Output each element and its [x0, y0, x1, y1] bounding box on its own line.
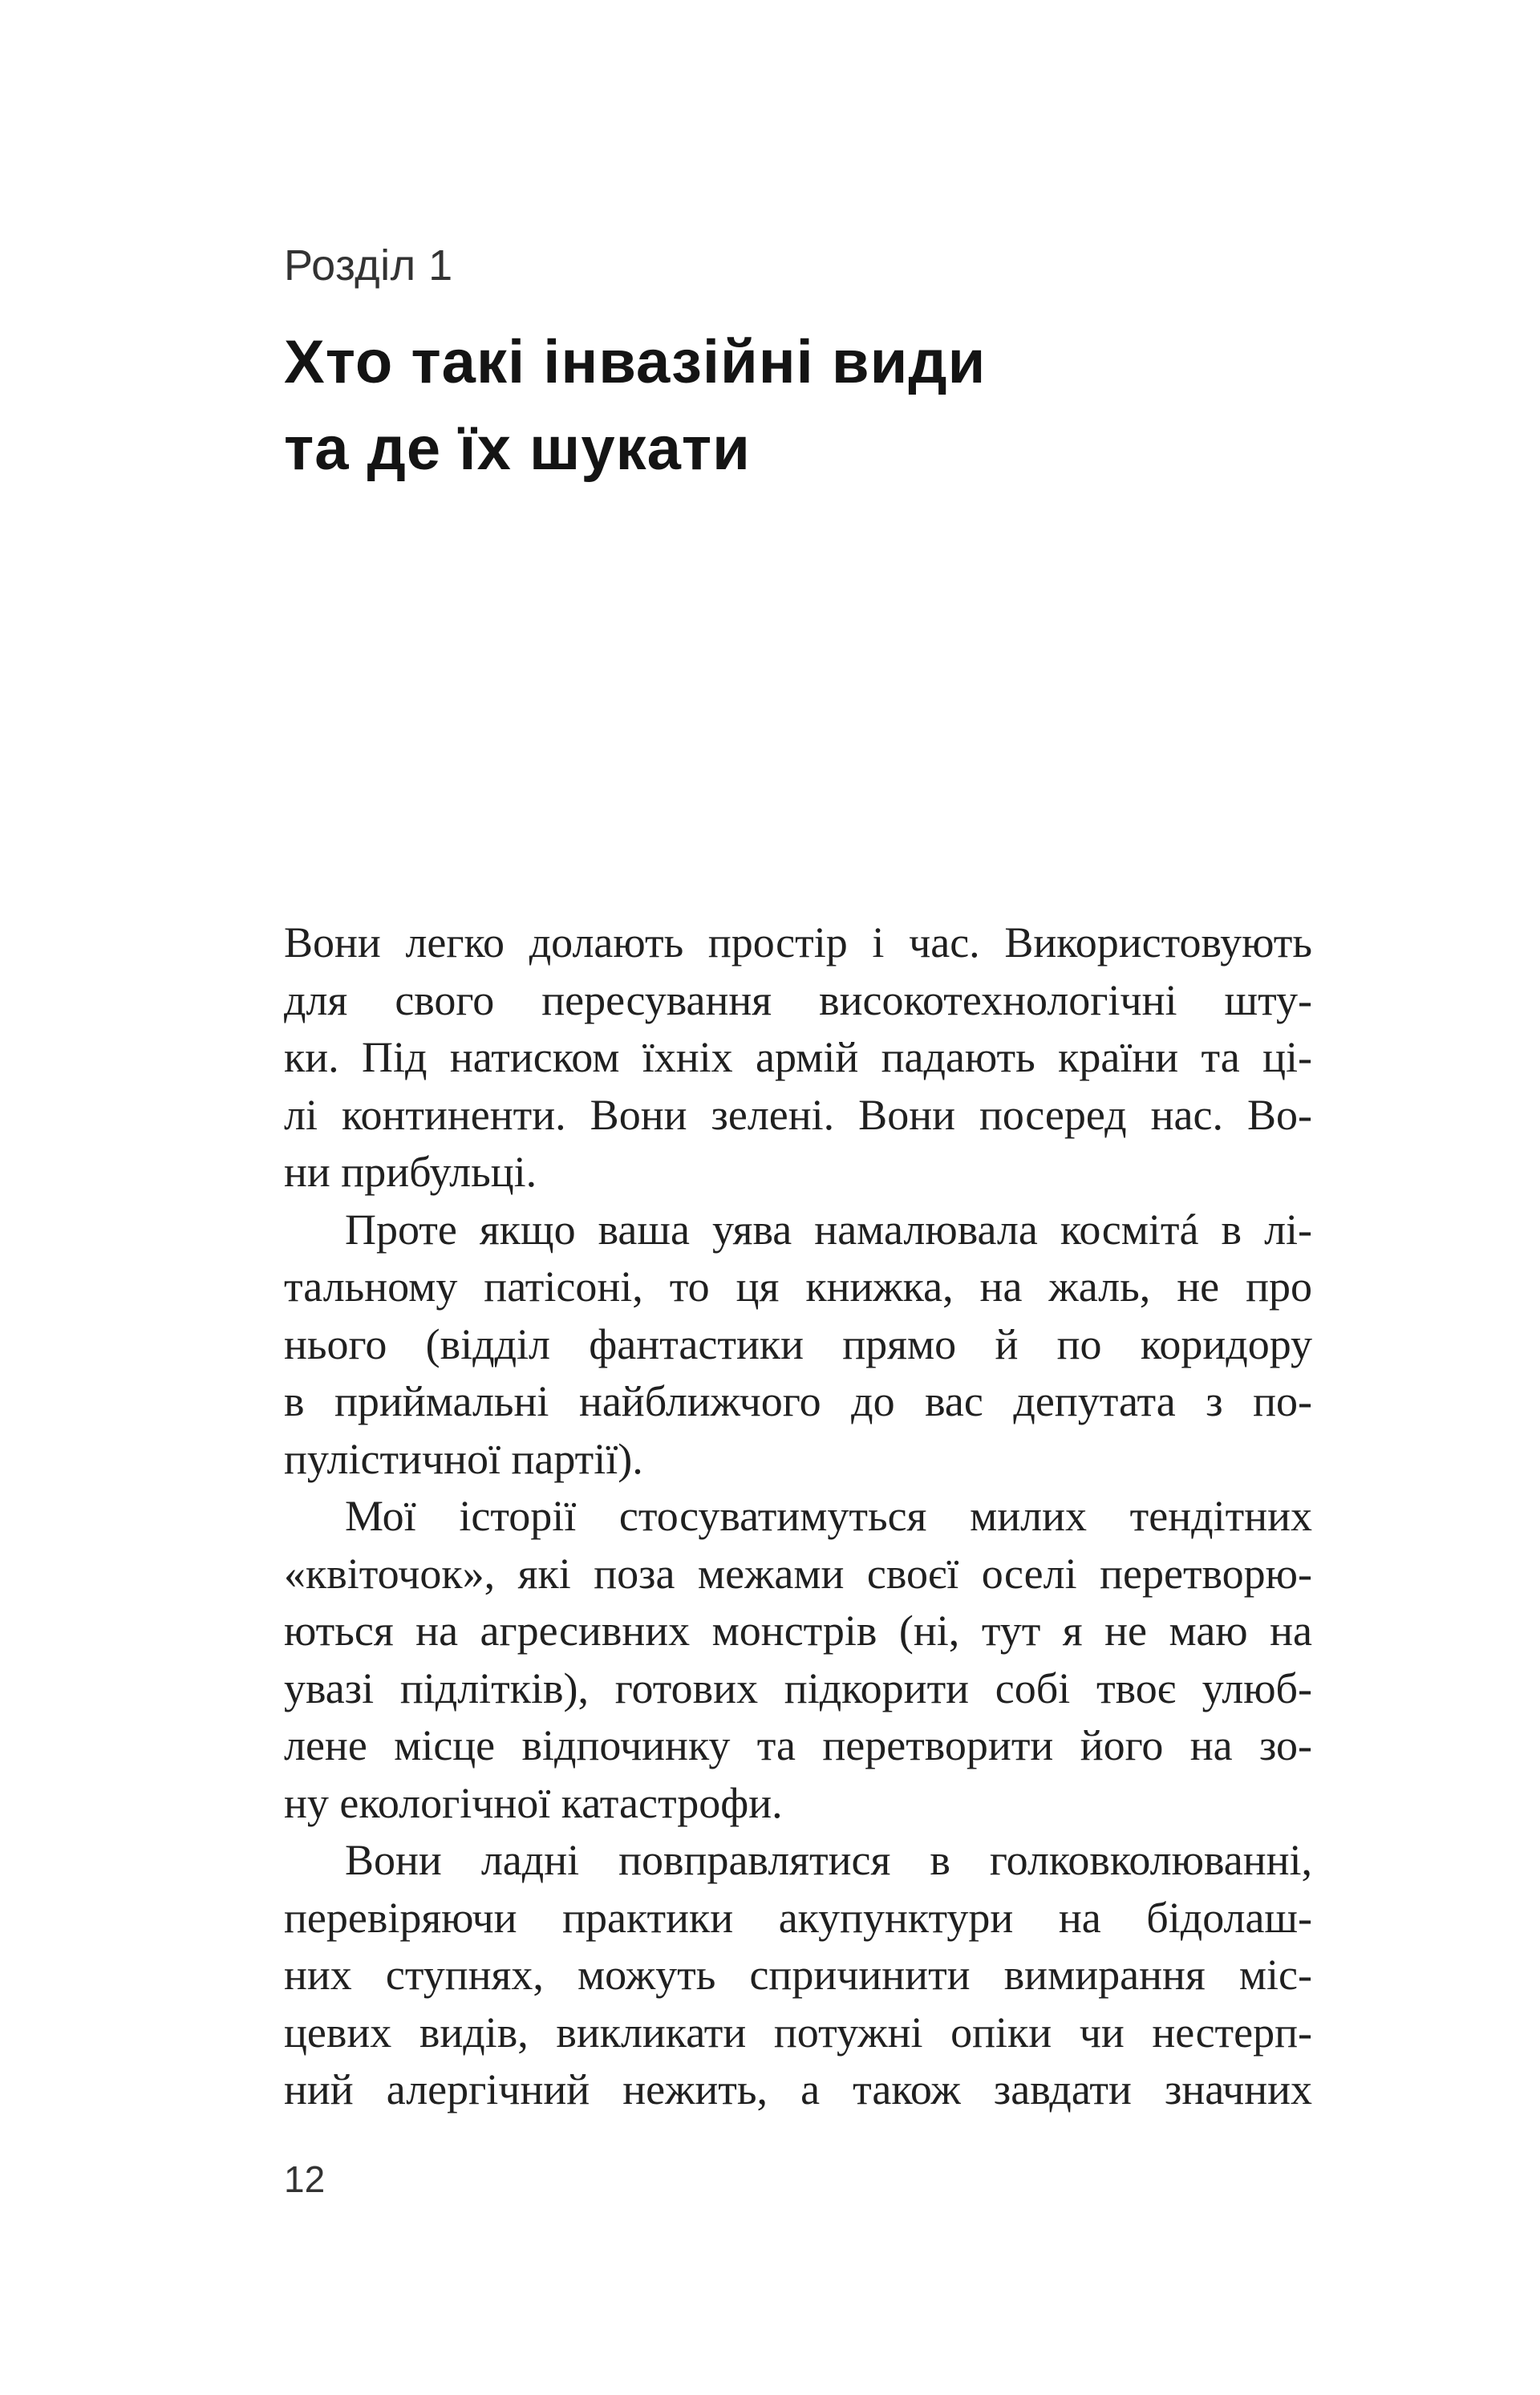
chapter-title-line-2: та де їх шукати	[284, 415, 751, 483]
body-line: ни прибульці.	[284, 1148, 537, 1196]
body-line: нього (відділ фантастики прямо й по коридору	[284, 1319, 1312, 1368]
body-line: лене місце відпочинку та перетворити його на зо-	[284, 1721, 1312, 1769]
body-line: перевіряючи практики акупунктури на бідолаш-	[284, 1893, 1312, 1942]
chapter-title-line-1: Хто такі інвазійні види	[284, 328, 987, 396]
body-line: Мої історії стосуватимуться милих тендітних	[345, 1492, 1312, 1540]
body-line: Вони ладні повправлятися в голковколюванні,	[345, 1836, 1312, 1884]
body-line: увазі підлітків), готових підкорити собі твоє улюб-	[284, 1664, 1312, 1712]
body-line: лі континенти. Вони зелені. Вони посеред нас. Во-	[284, 1090, 1312, 1139]
body-line: ки. Під натиском їхніх армій падають країни та ці-	[284, 1033, 1312, 1081]
body-line: тальному патісоні, то ця книжка, на жаль, не про	[284, 1262, 1312, 1311]
body-line: в приймальні найближчого до вас депутата з по-	[284, 1377, 1312, 1425]
body-line: цевих видів, викликати потужні опіки чи нестерп-	[284, 2008, 1312, 2057]
body-line: для свого пересування високотехнологічні шту-	[284, 975, 1312, 1024]
body-line: Проте якщо ваша уява намалювала космітá в лі-	[345, 1205, 1312, 1254]
body-line: ну екологічної катастрофи.	[284, 1778, 783, 1827]
body-line: ний алергічний нежить, а також завдати значних	[284, 2065, 1312, 2113]
body-line: «квіточок», які поза межами своєї оселі перетворю-	[284, 1549, 1312, 1598]
page-number: 12	[284, 2158, 326, 2200]
body-line: ються на агресивних монстрів (ні, тут я не маю на	[284, 1607, 1312, 1655]
chapter-title	[284, 319, 1327, 492]
body-line: пулістичної партії).	[284, 1434, 643, 1483]
body-text	[284, 914, 1312, 2119]
body-line: них ступнях, можуть спричинити вимирання міс-	[284, 1951, 1312, 1999]
body-line: Вони легко долають простір і час. Використовують	[284, 918, 1312, 967]
chapter-label: Розділ 1	[284, 241, 453, 290]
